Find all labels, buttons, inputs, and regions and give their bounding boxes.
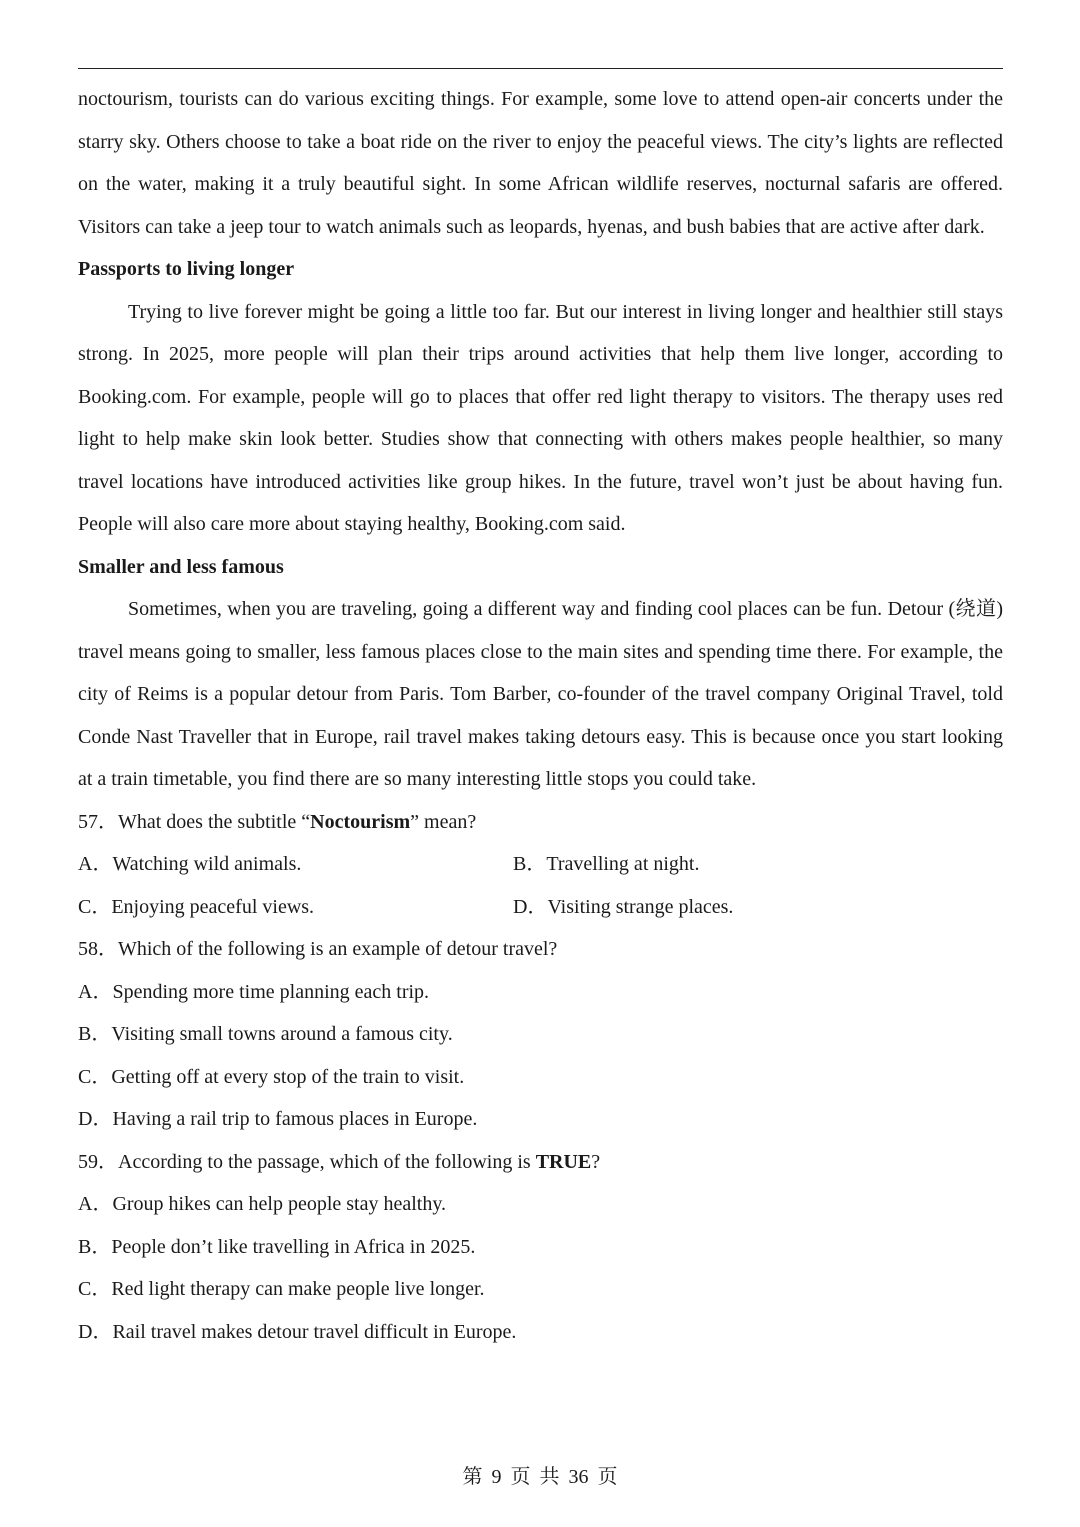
question-57-bold-term: Noctourism — [310, 810, 411, 833]
question-58-option-a: A．Spending more time planning each trip. — [78, 980, 430, 1003]
question-57-options-row-2 — [78, 886, 1003, 929]
question-57-option-b: B．Travelling at night. — [513, 853, 700, 875]
question-57-options-row-1 — [78, 843, 1003, 886]
passage-paragraph-detour: Sometimes, when you are traveling, going a different way and finding cool places can be fun. Detour (绕道) travel means going to smaller, less famous places close to the main sites and spending time there. For example, the city of Reims is a popular detour from Paris. Tom Barber, co-founder of the travel company Original Travel, told Conde Nast Traveller that in Europe, rail travel makes taking detours easy. This is because once you start looking at a train timetable, you find there are so many interesting little stops you could take. — [78, 598, 1003, 790]
question-59-suffix: ? — [591, 1150, 601, 1173]
question-58-option-b: B．Visiting small towns around a famous city. — [78, 1023, 453, 1045]
question-57-option-c: C．Enjoying peaceful views. — [78, 895, 315, 918]
question-59-option-c: C．Red light therapy can make people live longer. — [78, 1278, 485, 1300]
question-59-bold-term: TRUE — [535, 1150, 592, 1173]
question-59-option-a: A．Group hikes can help people stay healthy. — [78, 1193, 447, 1215]
question-57-option-a: A．Watching wild animals. — [78, 853, 302, 875]
passage-paragraph-continued: noctourism, tourists can do various exciting things. For example, some love to attend open-air concerts under the starry sky. Others choose to take a boat ride on the river to enjoy the peaceful views. The city’s lights are reflected on the water, making it a truly beautiful sight. In some African wildlife reserves, nocturnal safaris are offered. Visitors can take a jeep tour to watch animals such as leopards, hyenas, and bush babies that are active after dark. — [78, 88, 1003, 238]
question-58-option-d: D．Having a rail trip to famous places in Europe. — [78, 1108, 478, 1130]
question-59-prefix: 59．According to the passage, which of the following is — [78, 1150, 536, 1173]
question-59-option-d: D．Rail travel makes detour travel difficult in Europe. — [78, 1320, 517, 1343]
question-59-option-b: B．People don’t like travelling in Africa in 2025. — [78, 1235, 476, 1258]
page-number-footer: 第 9 页 共 36 页 — [462, 1466, 618, 1488]
header-rule — [78, 68, 1003, 69]
section-heading-smaller-less-famous: Smaller and less famous — [78, 555, 284, 578]
page-content — [78, 78, 1003, 1353]
passage-paragraph-living-longer: Trying to live forever might be going a little too far. But our interest in living longer and healthier still stays strong. In 2025, more people will plan their trips around activities that help them live longer, according to Booking.com. For example, people will go to places that offer red light therapy to visitors. The therapy uses red light to help make skin look better. Studies show that connecting with others makes people healthier, so many travel locations have introduced activities like group hikes. In the future, travel won’t just be about having fun. People will also care more about staying healthy, Booking.com said. — [78, 300, 1003, 535]
question-59 — [78, 1141, 1003, 1184]
question-57 — [78, 801, 1003, 844]
question-58: 58．Which of the following is an example of detour travel? — [78, 938, 558, 960]
question-57-suffix: ” mean? — [410, 810, 477, 833]
question-57-option-d: D．Visiting strange places. — [513, 895, 734, 918]
section-heading-living-longer: Passports to living longer — [78, 258, 295, 280]
question-58-option-c: C．Getting off at every stop of the train to visit. — [78, 1065, 465, 1088]
question-57-prefix: 57．What does the subtitle “ — [78, 810, 311, 833]
